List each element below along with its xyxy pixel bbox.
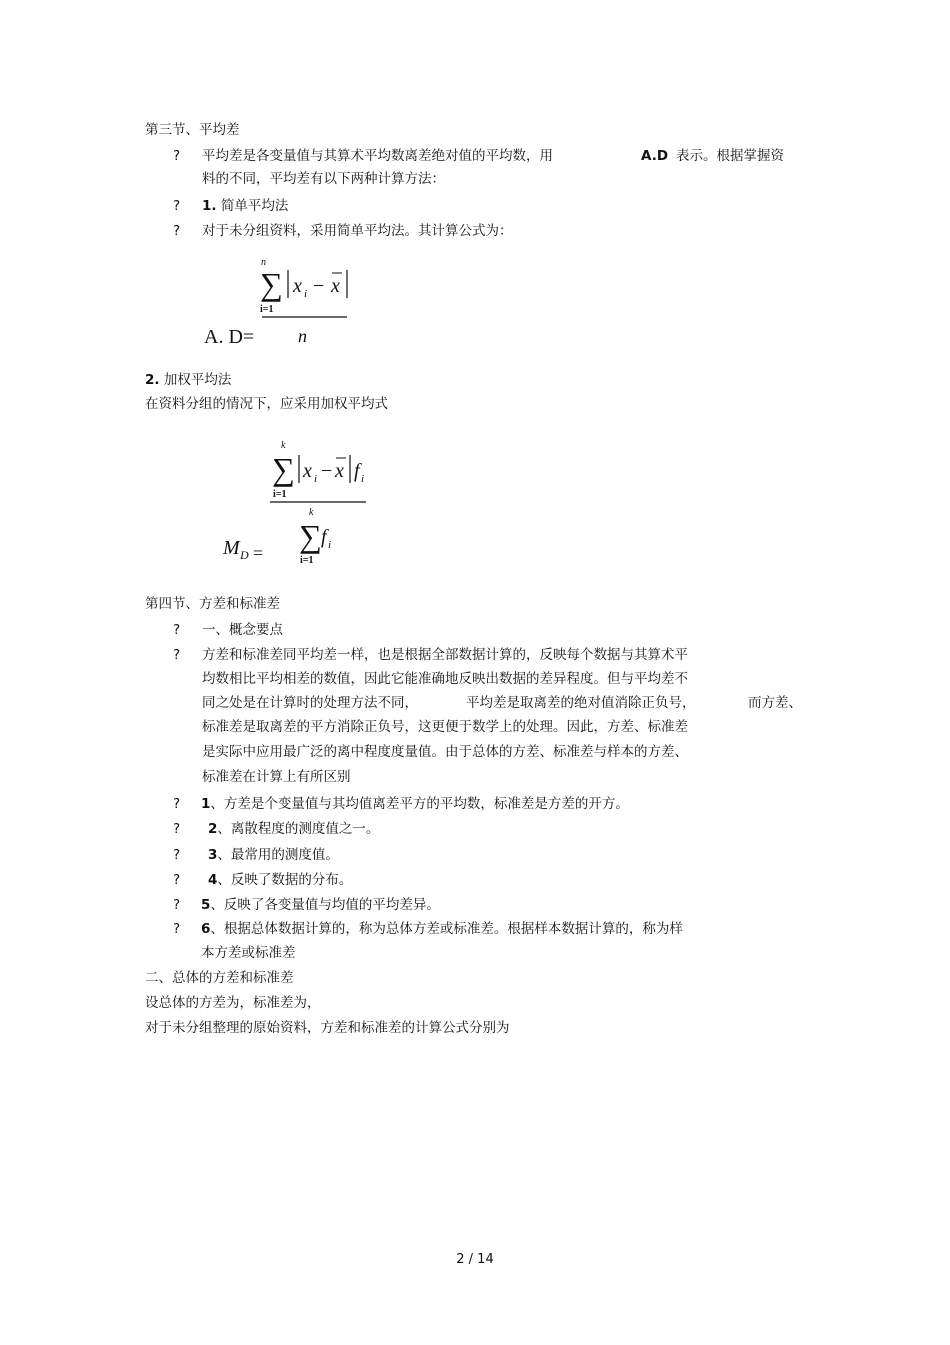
subsection-title: 二、总体的方差和标准差	[145, 970, 294, 986]
paragraph-text: 对于未分组整理的原始资料，方差和标准差的计算公式分别为	[145, 1020, 510, 1036]
paragraph-text: 而方差、	[748, 695, 802, 711]
denominator-n: n	[298, 326, 307, 346]
minus-sign: −	[313, 275, 325, 297]
list-item-number: 1	[201, 796, 211, 812]
mean-x: x	[335, 460, 344, 482]
list-item-continuation: 本方差或标准差	[201, 945, 296, 961]
page-number: 2 / 14	[456, 1252, 494, 1267]
paragraph-text: 表示。根据掌握资	[676, 148, 784, 164]
paragraph-text: 标准差在计算上有所区别	[202, 769, 351, 785]
method2-number: 2.	[145, 372, 160, 388]
list-item-text: 、方差是个变量值与其均值离差平方的平均数，标准差是方差的开方。	[210, 796, 629, 812]
list-item	[208, 871, 352, 889]
paragraph-text: 同之处是在计算时的处理方法不同，	[202, 695, 418, 711]
den-sigma-symbol: ∑	[299, 518, 322, 554]
sum-lower-limit: i=1	[273, 489, 287, 500]
list-item-number: 5	[201, 897, 211, 913]
bullet-marker: ?	[173, 622, 181, 638]
den-weight-subscript: i	[328, 539, 332, 551]
var-x: x	[303, 460, 312, 482]
list-item	[208, 846, 339, 864]
list-item	[201, 896, 440, 914]
bullet-marker: ?	[173, 647, 181, 663]
list-item-number: 6	[201, 921, 211, 937]
bullet-marker: ?	[173, 148, 181, 164]
method1-label: 简单平均法	[220, 198, 289, 214]
method1-description: 对于未分组资料，采用简单平均法。其计算公式为：	[202, 223, 513, 239]
bullet-marker: ?	[173, 921, 181, 937]
var-x: x	[293, 275, 302, 297]
method2-heading	[145, 371, 231, 389]
bullet-marker: ?	[173, 223, 181, 239]
bullet-marker: ?	[173, 821, 181, 837]
formula-lhs: A. D=	[204, 326, 255, 348]
section3-title: 第三节、平均差	[145, 122, 240, 138]
paragraph-text: 标准差是取离差的平方消除正负号，这更便于数学上的处理。因此，方差、标准差	[202, 719, 688, 735]
sigma-symbol: ∑	[272, 451, 295, 487]
var-subscript: i	[304, 288, 308, 300]
list-item-text: 、根据总体数据计算的，称为总体方差或标准差。根据样本数据计算的，称为样	[210, 921, 683, 937]
paragraph-text: 平均差是取离差的绝对值消除正负号，	[466, 695, 696, 711]
method1-number: 1.	[202, 198, 217, 214]
paragraph-text: 设总体的方差为，标准差为，	[145, 995, 321, 1011]
paragraph-text: 是实际中应用最广泛的离中程度度量值。由于总体的方差、标准差与样本的方差、	[202, 744, 688, 760]
concept-heading: 一、概念要点	[202, 622, 283, 638]
bullet-marker: ?	[173, 796, 181, 812]
ad-abbr: A.D	[641, 148, 669, 164]
section4-title: 第四节、方差和标准差	[145, 596, 280, 612]
list-item-text: 、反映了各变量值与均值的平均差异。	[210, 897, 440, 913]
den-sum-upper-limit: k	[309, 507, 314, 518]
method2-description: 在资料分组的情况下，应采用加权平均式	[145, 396, 388, 412]
formula-equals: =	[253, 543, 264, 563]
formula-simple-mean-deviation	[200, 250, 370, 350]
den-weight-f: f	[321, 526, 327, 548]
sigma-symbol: ∑	[260, 266, 283, 302]
list-item	[208, 820, 379, 838]
paragraph-text: 料的不同，平均差有以下两种计算方法：	[202, 171, 445, 187]
list-item-number: 3	[208, 847, 218, 863]
bullet-marker: ?	[173, 198, 181, 214]
paragraph-line	[202, 147, 553, 165]
list-item-number: 2	[208, 821, 218, 837]
weight-subscript: i	[361, 473, 365, 485]
list-item-text: 、最常用的测度值。	[217, 847, 339, 863]
formula-weighted-mean-deviation	[220, 435, 390, 575]
method1-heading	[202, 197, 288, 215]
paragraph-text: 均数相比平均相差的数值，因此它能准确地反映出数据的差异程度。但与平均差不	[202, 671, 688, 687]
list-item-text: 、离散程度的测度值之一。	[217, 821, 380, 837]
list-item	[201, 920, 683, 938]
weight-f: f	[354, 460, 360, 482]
bullet-marker: ?	[173, 897, 181, 913]
bullet-marker: ?	[173, 847, 181, 863]
sum-upper-limit: k	[281, 440, 286, 451]
method2-label: 加权平均法	[163, 372, 232, 388]
list-item-number: 4	[208, 872, 218, 888]
bullet-marker: ?	[173, 872, 181, 888]
paragraph-text: 方差和标准差同平均差一样，也是根据全部数据计算的，反映每个数据与其算术平	[202, 647, 688, 663]
sum-lower-limit: i=1	[260, 304, 274, 315]
paragraph-text: 平均差是各变量值与其算术平均数离差绝对值的平均数，用	[202, 148, 553, 164]
formula-lhs-m: M	[223, 537, 240, 559]
minus-sign: −	[321, 460, 333, 482]
formula-lhs-subscript: D	[240, 548, 249, 562]
den-sum-lower-limit: i=1	[300, 555, 314, 566]
sum-upper-limit: n	[261, 257, 266, 268]
var-subscript: i	[314, 473, 318, 485]
list-item-text: 、反映了数据的分布。	[217, 872, 353, 888]
mean-x: x	[331, 275, 340, 297]
list-item	[201, 795, 629, 813]
